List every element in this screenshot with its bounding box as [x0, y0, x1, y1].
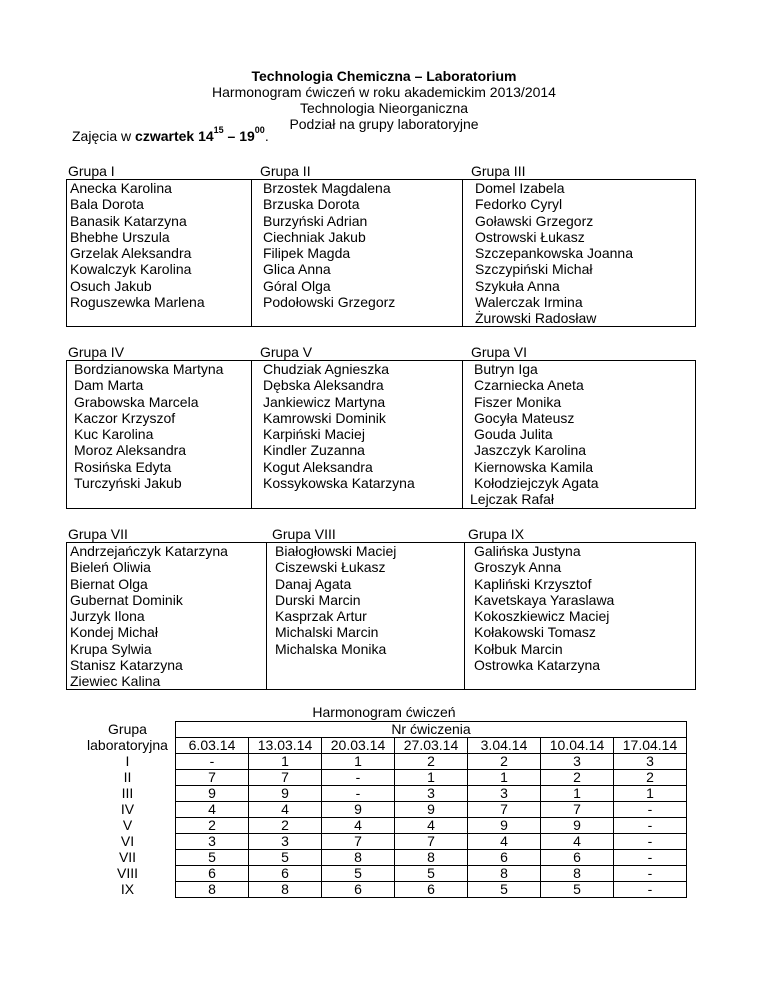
group-member: Gouda Julita [474, 426, 553, 443]
exercise-number: 7 [541, 802, 614, 818]
nr-header: Nr ćwiczenia [176, 722, 687, 738]
exercise-number: 4 [468, 834, 541, 850]
group-member: Żurowski Radosław [475, 310, 597, 327]
exercise-number: 3 [249, 834, 322, 850]
exercise-number: 4 [541, 834, 614, 850]
exercise-number: 8 [249, 882, 322, 898]
exercise-number: 6 [322, 882, 395, 898]
group-member: Gocyła Mateusz [474, 409, 575, 426]
exercise-number: 3 [614, 754, 687, 770]
group-member: Jankiewicz Martyna [263, 393, 386, 410]
exercise-number: 2 [468, 754, 541, 770]
group-label: V [122, 817, 133, 833]
group-member: Biernat Olga [70, 575, 148, 592]
exercise-number: 1 [614, 786, 687, 802]
date-header: 6.03.14 [176, 738, 249, 754]
group-member: Banasik Katarzyna [70, 212, 187, 229]
group-label: I [125, 753, 130, 769]
group-member: Turczyński Jakub [74, 475, 182, 492]
exercise-number: 4 [249, 802, 322, 818]
group-member: Bieleń Oliwia [70, 559, 151, 576]
class-day: czwartek 14 [135, 128, 214, 144]
schedule-row [80, 866, 687, 882]
group-member: Stanisz Katarzyna [70, 657, 183, 674]
date-header: 13.03.14 [249, 738, 322, 754]
exercise-number: 2 [541, 770, 614, 786]
class-time-prefix: Zajęcia w [72, 128, 136, 144]
group-header-1: Grupa [80, 722, 176, 738]
exercise-number: 2 [176, 818, 249, 834]
exercise-number: 3 [176, 834, 249, 850]
exercise-number: 8 [541, 866, 614, 882]
exercise-number: 9 [322, 802, 395, 818]
group-label: IV [120, 801, 135, 817]
exercise-number: 9 [176, 786, 249, 802]
exercise-number: - [176, 754, 249, 770]
exercise-number: 9 [468, 818, 541, 834]
group-label: II [123, 769, 132, 785]
group-member: Durski Marcin [275, 591, 361, 608]
date-header: 10.04.14 [541, 738, 614, 754]
group-member: Osuch Jakub [70, 277, 152, 294]
exercise-number: 6 [249, 866, 322, 882]
group-member: Roguszewka Marlena [70, 294, 205, 311]
group-member: Kołbuk Marcin [474, 640, 563, 657]
exercise-number: 9 [395, 802, 468, 818]
group-member: Kowalczyk Karolina [70, 261, 192, 278]
schedule-row [80, 770, 687, 786]
group-member-list [470, 361, 599, 508]
group-label: VII [118, 849, 137, 865]
group-member: Moroz Aleksandra [74, 442, 187, 459]
group-member: Szykuła Anna [475, 277, 560, 294]
group-member: Jurzyk Ilona [70, 608, 145, 625]
group-member: Butryn Iga [474, 361, 538, 377]
exercise-number: 6 [541, 850, 614, 866]
group-member: Michalski Marcin [275, 624, 379, 641]
group-member: Ostrowski Łukasz [475, 228, 585, 245]
group-label: VIII [116, 865, 138, 881]
exercise-number: 8 [468, 866, 541, 882]
exercise-number: 5 [176, 850, 249, 866]
exercise-number: 7 [249, 770, 322, 786]
group-member: Fedorko Cyryl [475, 196, 563, 213]
group-member: Burzyński Adrian [263, 212, 368, 229]
exercise-number: 3 [395, 786, 468, 802]
group-label: VI [120, 833, 135, 849]
exercise-number: 1 [468, 770, 541, 786]
exercise-number: 1 [395, 770, 468, 786]
group-title: Grupa III [471, 163, 526, 179]
group-member: Ostrowka Katarzyna [474, 657, 601, 674]
group-member: Ziewiec Kalina [70, 673, 161, 690]
exercise-number: 6 [468, 850, 541, 866]
exercise-number: 5 [322, 866, 395, 882]
exercise-number: 8 [395, 850, 468, 866]
group-member: Goławski Grzegorz [475, 212, 594, 229]
group-member: Domel Izabela [475, 180, 565, 196]
group-member: Dębska Aleksandra [263, 377, 384, 394]
group-member: Brzostek Magdalena [263, 180, 391, 196]
group-member: Dam Marta [74, 377, 144, 394]
group-label: IX [120, 881, 135, 897]
group-member-list [275, 543, 396, 657]
group-member-list [70, 543, 228, 690]
exercise-number: - [322, 786, 395, 802]
group-member: Podołowski Grzegorz [263, 294, 396, 311]
group-member: Bordzianowska Martyna [74, 361, 224, 377]
group-member: Kogut Aleksandra [263, 458, 373, 475]
group-member-list [74, 361, 223, 491]
exercise-number: 2 [614, 770, 687, 786]
group-member: Kaczor Krzyszof [74, 409, 176, 426]
exercise-number: - [322, 770, 395, 786]
exercise-number: 6 [395, 882, 468, 898]
exercise-number: 1 [249, 754, 322, 770]
group-member: Grabowska Marcela [74, 393, 199, 410]
group-member: Brzuska Dorota [263, 196, 360, 213]
exercise-number: 8 [176, 882, 249, 898]
exercise-number: 3 [468, 786, 541, 802]
group-member: Glica Anna [263, 261, 331, 278]
schedule-row [80, 754, 687, 770]
group-title: Grupa VII [68, 526, 128, 542]
group-member-list [475, 180, 633, 327]
group-member: Galińska Justyna [474, 543, 581, 559]
exercise-number: 1 [322, 754, 395, 770]
group-member: Andrzejańczyk Katarzyna [70, 543, 228, 559]
exercise-number: 2 [249, 818, 322, 834]
class-time [72, 125, 269, 144]
group-member: Góral Olga [263, 277, 331, 294]
group-member: Szczypiński Michał [475, 261, 593, 278]
schedule-row [80, 786, 687, 802]
schedule-row [80, 850, 687, 866]
group-member: Kondej Michał [70, 624, 158, 641]
exercise-number: 9 [541, 818, 614, 834]
exercise-number: - [614, 802, 687, 818]
group-member: Białogłowski Maciej [275, 543, 397, 559]
schedule-table [80, 721, 687, 898]
exercise-number: 7 [468, 802, 541, 818]
group-member: Krupa Sylwia [70, 640, 152, 657]
exercise-number: 5 [249, 850, 322, 866]
group-member: Kamrowski Dominik [263, 409, 386, 426]
exercise-number: 3 [541, 754, 614, 770]
date-header: 17.04.14 [614, 738, 687, 754]
group-member: Kavetskaya Yaraslawa [474, 591, 615, 608]
group-member: Michalska Monika [275, 640, 387, 657]
date-header: 3.04.14 [468, 738, 541, 754]
exercise-number: - [614, 818, 687, 834]
exercise-number: 9 [249, 786, 322, 802]
end-hour: – 19 [223, 128, 255, 144]
group-member: Jaszczyk Karolina [474, 442, 587, 459]
exercise-number: 7 [395, 834, 468, 850]
group-member: Bala Dorota [70, 196, 144, 213]
group-title: Grupa VIII [272, 526, 336, 542]
exercise-number: 4 [322, 818, 395, 834]
exercise-number: 7 [176, 770, 249, 786]
exercise-number: 5 [468, 882, 541, 898]
date-header: 20.03.14 [322, 738, 395, 754]
group-label: III [121, 785, 134, 801]
exercise-number: 4 [395, 818, 468, 834]
group-title: Grupa IV [68, 344, 125, 360]
document-subtitle: Harmonogram ćwiczeń w roku akademickim 2013/2014 [212, 84, 556, 100]
group-title: Grupa VI [471, 344, 528, 360]
group-member: Groszyk Anna [474, 559, 562, 576]
exercise-number: - [614, 882, 687, 898]
group-title: Grupa II [260, 163, 311, 179]
date-header: 27.03.14 [395, 738, 468, 754]
group-member: Kasprzak Artur [275, 608, 367, 625]
class-time-suffix: . [264, 128, 269, 144]
group-member-list [263, 180, 395, 310]
group-member: Kossykowska Katarzyna [263, 475, 415, 492]
group-member: Rosińska Edyta [74, 458, 172, 475]
group-title: Grupa IX [468, 526, 525, 542]
group-title: Grupa V [260, 344, 313, 360]
exercise-number: - [614, 850, 687, 866]
group-member: Ciszewski Łukasz [275, 559, 386, 576]
group-member: Danaj Agata [275, 575, 352, 592]
group-member: Fiszer Monika [474, 393, 562, 410]
schedule-title: Harmonogram ćwiczeń [312, 704, 456, 720]
exercise-number: 1 [541, 786, 614, 802]
group-member-list [474, 543, 614, 673]
exercise-number: 7 [322, 834, 395, 850]
group-member: Ciechniak Jakub [263, 228, 366, 245]
start-minutes: 15 [213, 125, 224, 135]
end-minutes: 00 [254, 125, 265, 135]
exercise-number: 5 [541, 882, 614, 898]
group-member: Kuc Karolina [74, 426, 154, 443]
group-member-list [263, 361, 415, 491]
group-member: Karpiński Maciej [263, 426, 365, 443]
group-member: Walerczak Irmina [475, 294, 583, 311]
document-title: Technologia Chemiczna – Laboratorium [251, 68, 517, 84]
group-member: Bhebhe Urszula [70, 228, 170, 245]
group-member: Kindler Zuzanna [263, 442, 365, 459]
exercise-number: 5 [395, 866, 468, 882]
group-member: Lejczak Rafał [470, 491, 555, 508]
group-member: Kołakowski Tomasz [474, 624, 596, 641]
schedule-row [80, 834, 687, 850]
schedule-row [80, 882, 687, 898]
exercise-number: 6 [176, 866, 249, 882]
exercise-number: 2 [395, 754, 468, 770]
group-member: Szczepankowska Joanna [475, 245, 633, 262]
group-member: Chudziak Agnieszka [263, 361, 390, 377]
group-member: Czarniecka Aneta [474, 377, 584, 394]
group-member: Kokoszkiewicz Maciej [474, 608, 610, 625]
group-member: Anecka Karolina [70, 180, 172, 196]
group-member-list [70, 180, 205, 310]
exercise-number: 8 [322, 850, 395, 866]
group-member: Filipek Magda [263, 245, 351, 262]
schedule-row [80, 802, 687, 818]
exercise-number: - [614, 866, 687, 882]
exercise-number: - [614, 834, 687, 850]
group-member: Gubernat Dominik [70, 591, 183, 608]
group-member: Kołodziejczyk Agata [474, 475, 599, 492]
group-member: Grzelak Aleksandra [70, 245, 192, 262]
group-header-2: laboratoryjna [87, 737, 168, 753]
course-name: Technologia Nieorganiczna [299, 100, 469, 116]
group-title: Grupa I [68, 163, 115, 179]
group-member: Kiernowska Kamila [474, 458, 594, 475]
schedule-row [80, 818, 687, 834]
section-heading: Podział na grupy laboratoryjne [289, 116, 479, 132]
exercise-number: 4 [176, 802, 249, 818]
group-member: Kapliński Krzysztof [474, 575, 592, 592]
